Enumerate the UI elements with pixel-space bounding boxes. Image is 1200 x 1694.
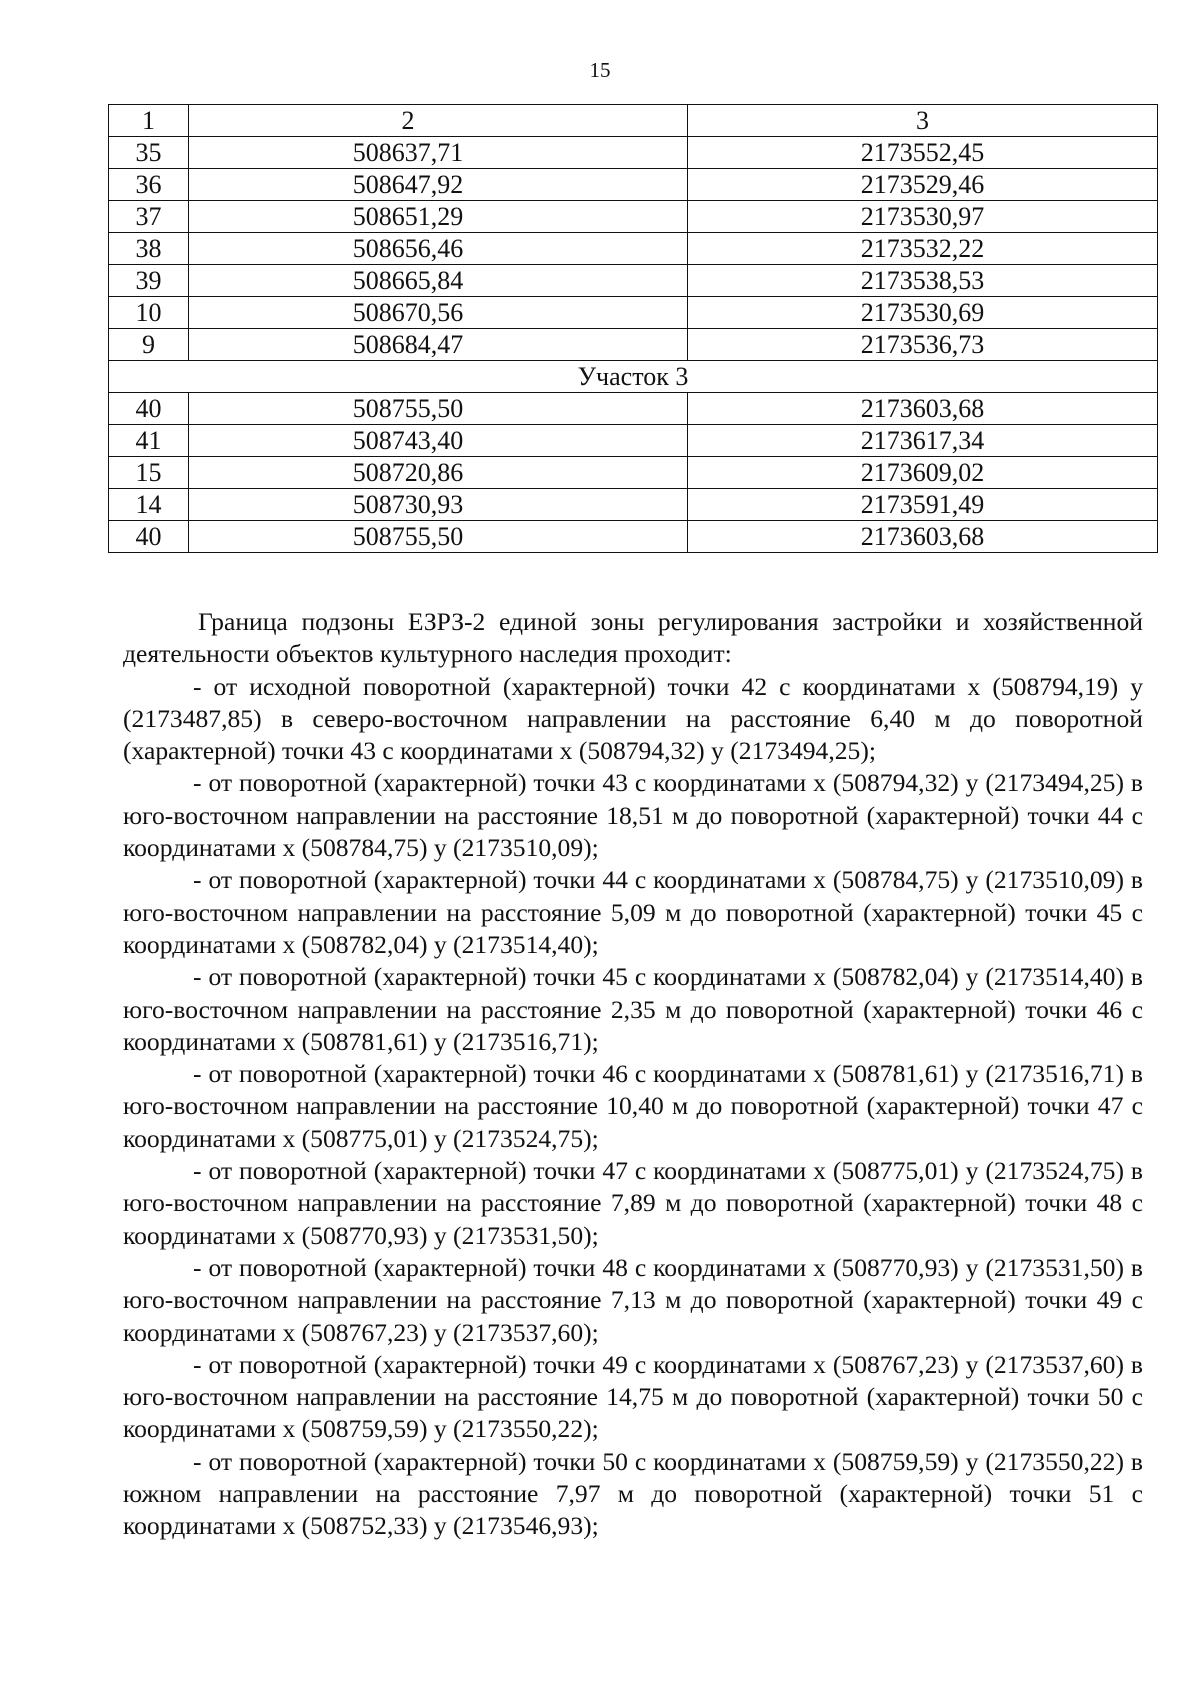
cell-point-number: 38: [109, 233, 189, 265]
coordinates-table: [108, 104, 1158, 553]
cell-x-coordinate: 508670,56: [189, 297, 688, 329]
boundary-item: - от поворотной (характерной) точки 44 с координатами х (508784,75) у (2173510,09) в юго-восточном направлении на расстояние 5,09 м до поворотной (характерной) точки 45 с координатами х (508782,04) у (2173514,40);: [123, 865, 1143, 959]
table-header-row: [109, 105, 1158, 137]
section-row: [109, 361, 1158, 393]
cell-x-coordinate: 508637,71: [189, 137, 688, 169]
cell-y-coordinate: 2173552,45: [688, 137, 1158, 169]
table-row: [109, 297, 1158, 329]
cell-y-coordinate: 2173591,49: [688, 489, 1158, 521]
cell-x-coordinate: 508656,46: [189, 233, 688, 265]
table-row: [109, 489, 1158, 521]
header-cell-x: 2: [189, 105, 688, 137]
section-label: Участок 3: [109, 361, 1158, 393]
cell-point-number: 35: [109, 137, 189, 169]
boundary-item: - от поворотной (характерной) точки 48 с координатами х (508770,93) у (2173531,50) в юго-восточном направлении на расстояние 7,13 м до поворотной (характерной) точки 49 с координатами х (508767,23) у (2173537,60);: [123, 1252, 1143, 1347]
cell-x-coordinate: 508647,92: [189, 169, 688, 201]
cell-point-number: 41: [109, 425, 189, 457]
cell-x-coordinate: 508684,47: [189, 329, 688, 361]
cell-y-coordinate: 2173530,97: [688, 201, 1158, 233]
table-row: [109, 457, 1158, 489]
boundary-items: [123, 671, 1143, 1543]
cell-point-number: 10: [109, 297, 189, 329]
cell-x-coordinate: 508743,40: [189, 425, 688, 457]
coordinates-table-body: [109, 105, 1158, 553]
cell-point-number: 40: [109, 393, 189, 425]
page-number: 15: [589, 58, 611, 82]
table-row: [109, 521, 1158, 553]
cell-y-coordinate: 2173617,34: [688, 425, 1158, 457]
table-row: [109, 265, 1158, 297]
cell-x-coordinate: 508665,84: [189, 265, 688, 297]
boundary-item: - от поворотной (характерной) точки 43 с координатами х (508794,32) у (2173494,25) в юго-восточном направлении на расстояние 18,51 м до поворотной (характерной) точки 44 с координатами х (508784,75) у (2173510,09);: [123, 768, 1143, 863]
boundary-item: - от поворотной (характерной) точки 49 с координатами х (508767,23) у (2173537,60) в юго-восточном направлении на расстояние 14,75 м до поворотной (характерной) точки 50 с координатами х (508759,59) у (2173550,22);: [123, 1349, 1143, 1444]
boundary-item: - от поворотной (характерной) точки 45 с координатами х (508782,04) у (2173514,40) в юго-восточном направлении на расстояние 2,35 м до поворотной (характерной) точки 46 с координатами х (508781,61) у (2173516,71);: [123, 962, 1143, 1056]
table-row: [109, 233, 1158, 265]
cell-y-coordinate: 2173538,53: [688, 265, 1158, 297]
cell-point-number: 37: [109, 201, 189, 233]
cell-y-coordinate: 2173532,22: [688, 233, 1158, 265]
boundary-item: - от исходной поворотной (характерной) точки 42 с координатами х (508794,19) у (2173487,85) в северо-восточном направлении на расстояние 6,40 м до поворотной (характерной) точки 43 с координатами х (508794,32) у (2173494,25);: [123, 671, 1143, 766]
cell-point-number: 39: [109, 265, 189, 297]
cell-y-coordinate: 2173536,73: [688, 329, 1158, 361]
cell-y-coordinate: 2173603,68: [688, 521, 1158, 553]
intro-paragraph: Граница подзоны ЕЗРЗ-2 единой зоны регулирования застройки и хозяйственной деятельности объектов культурного наследия проходит:: [123, 607, 1143, 669]
cell-x-coordinate: 508651,29: [189, 201, 688, 233]
header-cell-y: 3: [688, 105, 1158, 137]
cell-point-number: 15: [109, 457, 189, 489]
cell-y-coordinate: 2173609,02: [688, 457, 1158, 489]
table-row: [109, 201, 1158, 233]
cell-y-coordinate: 2173529,46: [688, 169, 1158, 201]
table-row: [109, 329, 1158, 361]
header-cell-number: 1: [109, 105, 189, 137]
boundary-item: - от поворотной (характерной) точки 50 с координатами х (508759,59) у (2173550,22) в южном направлении на расстояние 7,97 м до поворотной (характерной) точки 51 с координатами х (508752,33) у (2173546,93);: [123, 1446, 1143, 1541]
cell-point-number: 14: [109, 489, 189, 521]
boundary-item: - от поворотной (характерной) точки 47 с координатами х (508775,01) у (2173524,75) в юго-восточном направлении на расстояние 7,89 м до поворотной (характерной) точки 48 с координатами х (508770,93) у (2173531,50);: [123, 1156, 1143, 1250]
cell-point-number: 40: [109, 521, 189, 553]
table-row: [109, 393, 1158, 425]
cell-x-coordinate: 508755,50: [189, 521, 688, 553]
cell-x-coordinate: 508755,50: [189, 393, 688, 425]
table-row: [109, 169, 1158, 201]
boundary-item: - от поворотной (характерной) точки 46 с координатами х (508781,61) у (2173516,71) в юго-восточном направлении на расстояние 10,40 м до поворотной (характерной) точки 47 с координатами х (508775,01) у (2173524,75);: [123, 1059, 1143, 1153]
table-row: [109, 425, 1158, 457]
cell-x-coordinate: 508720,86: [189, 457, 688, 489]
cell-y-coordinate: 2173603,68: [688, 393, 1158, 425]
cell-x-coordinate: 508730,93: [189, 489, 688, 521]
cell-y-coordinate: 2173530,69: [688, 297, 1158, 329]
table-row: [109, 137, 1158, 169]
boundary-description: [123, 606, 1143, 1543]
cell-point-number: 9: [109, 329, 189, 361]
cell-point-number: 36: [109, 169, 189, 201]
